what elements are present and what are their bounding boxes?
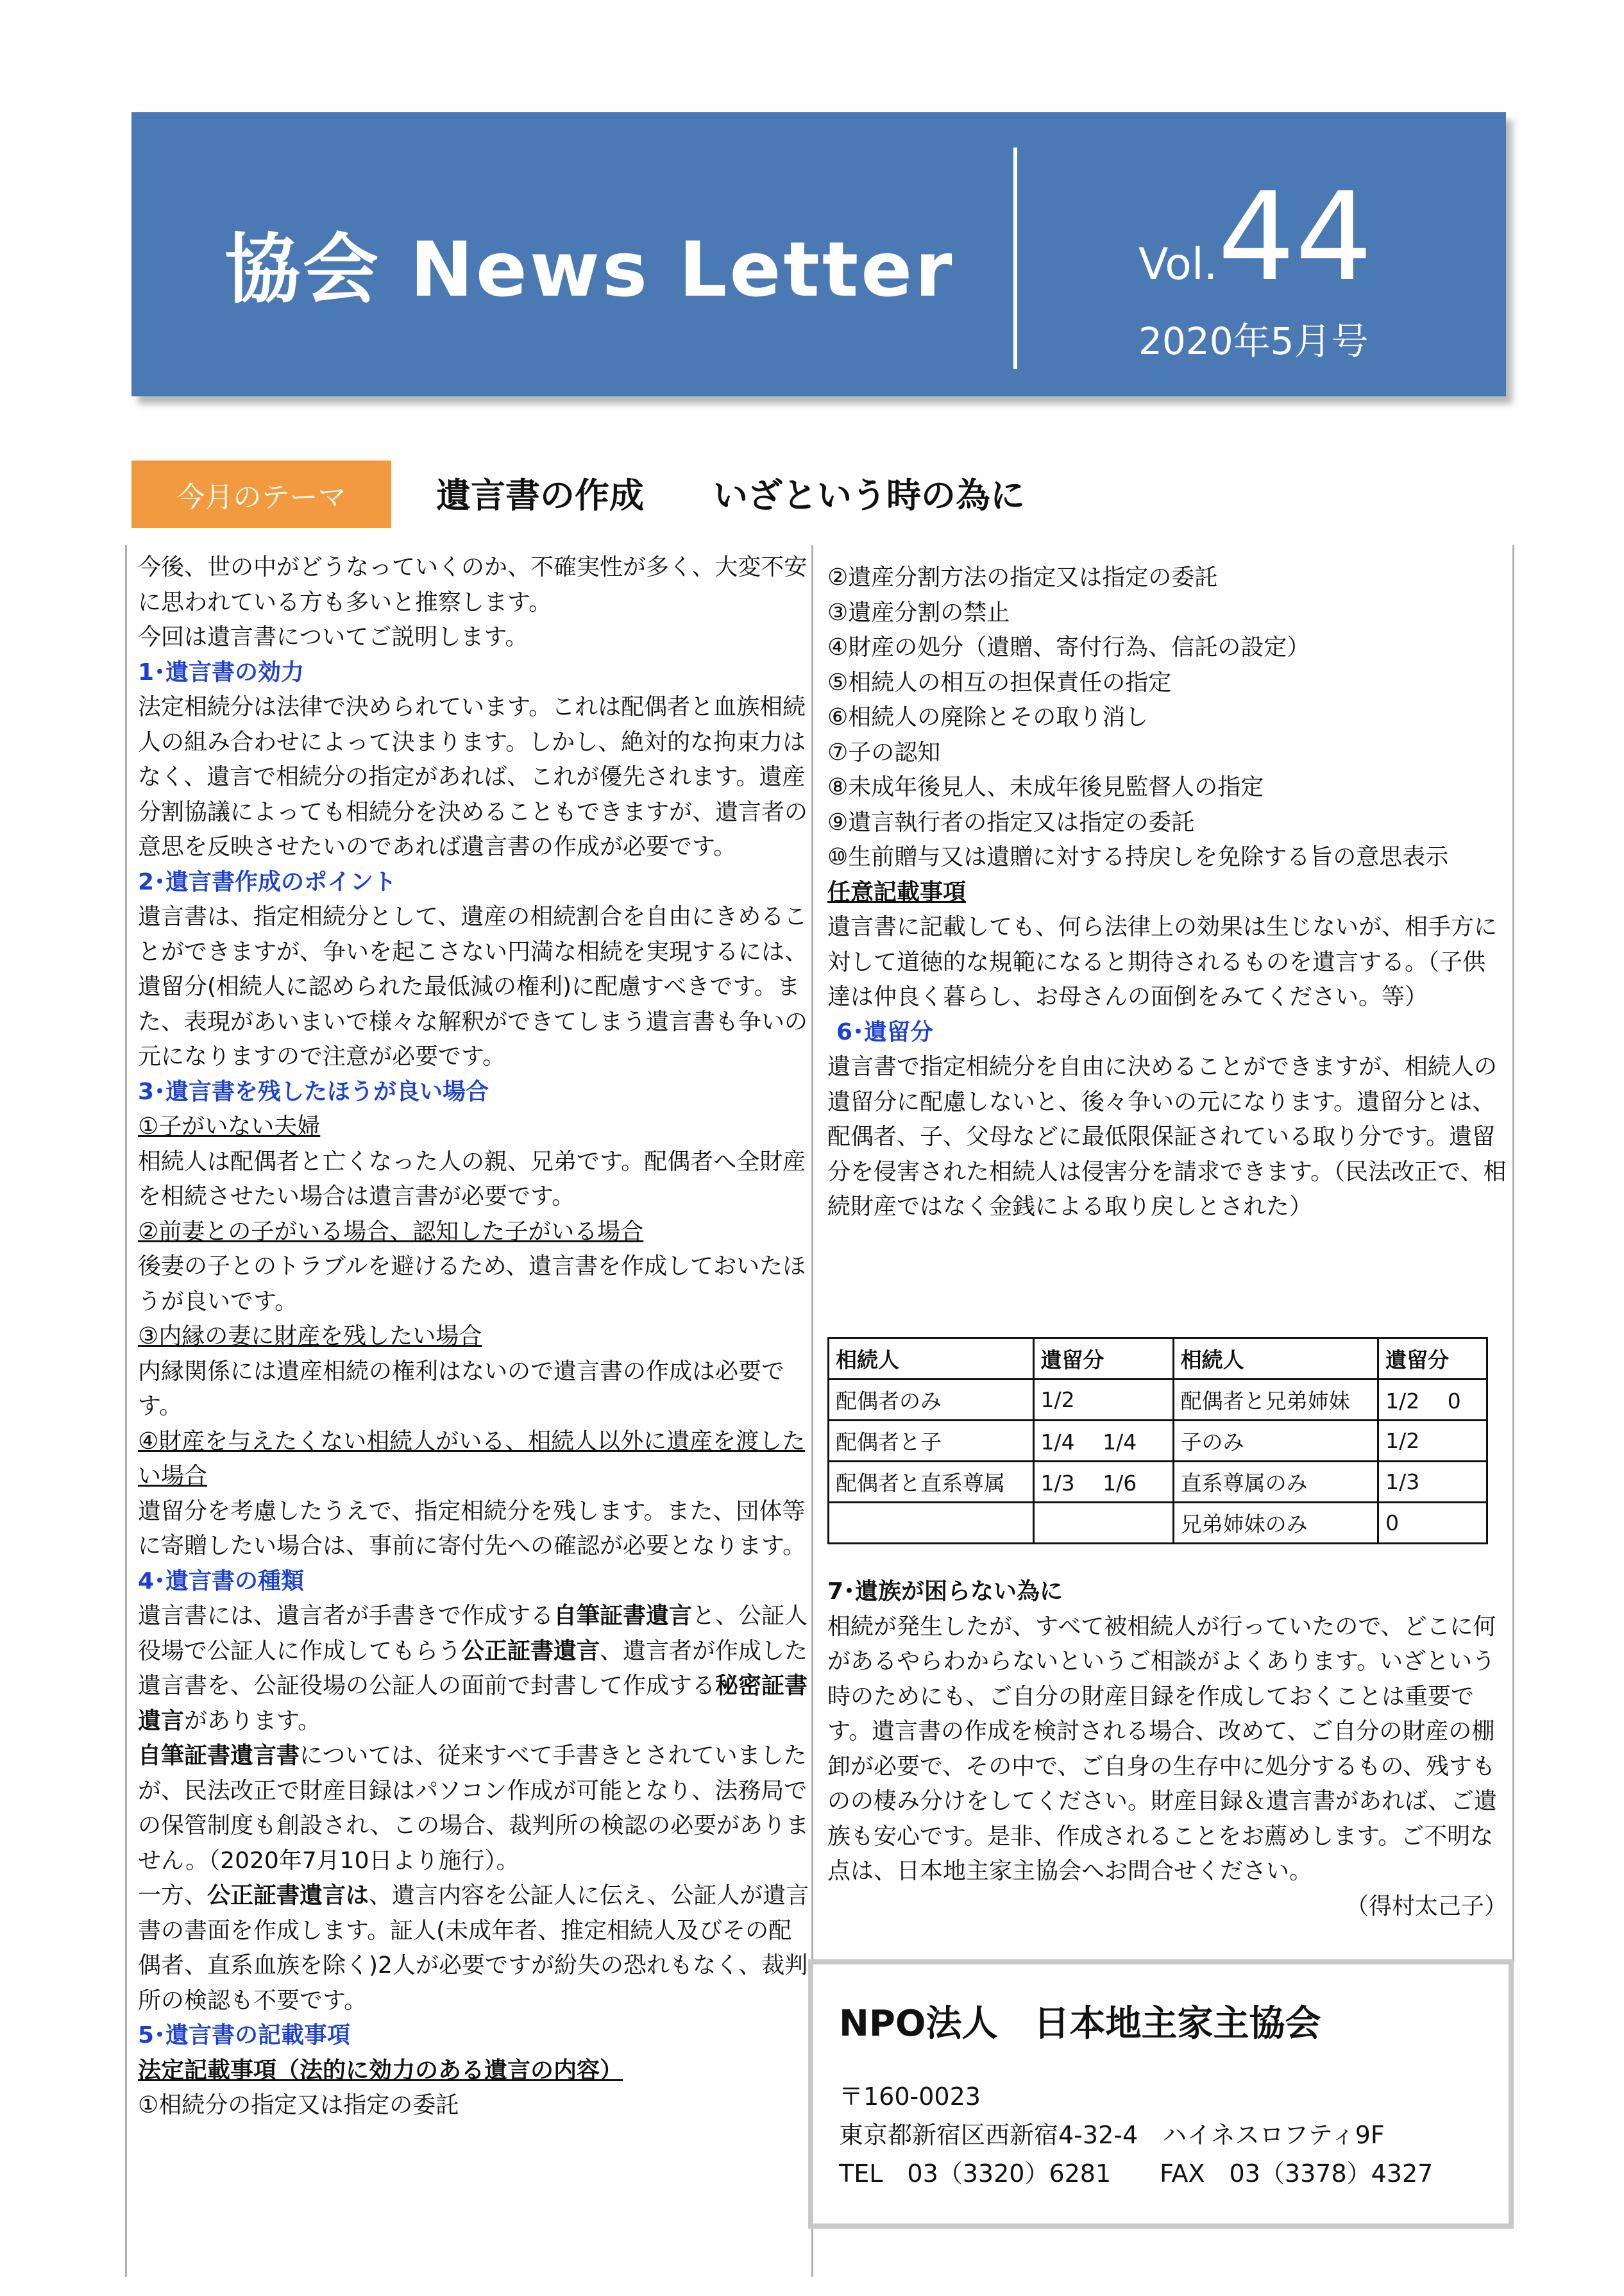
volume-value: 44 (1217, 166, 1373, 308)
case-title: ①子がいない夫婦 (138, 1113, 321, 1140)
list-item: ⑥相続人の廃除とその取り消し (827, 704, 1149, 730)
intro-paragraph: 今後、世の中がどうなっていくのか、不確実性が多く、大変不安に思われている方も多いと推察します。 (138, 554, 808, 616)
table-header-cell: 相続人 (1173, 1338, 1378, 1380)
table-cell: 配偶者と兄弟姉妹 (1173, 1380, 1378, 1421)
text-run: 遺言書には、遺言者が手書きで作成する (138, 1603, 554, 1629)
table-cell: 配偶者と子 (829, 1421, 1034, 1462)
table-row (829, 1503, 1487, 1544)
right-column-border-right (1512, 545, 1514, 1963)
case-body: 内縁関係には遺産相続の権利はないので遺言書の作成は必要です。 (138, 1358, 785, 1419)
section-heading: 6･遺留分 (836, 1018, 934, 1045)
section-body: 遺言書で指定相続分を自由に決めることができますが、相続人の遺留分に配慮しないと、後々争いの元になります。遺留分とは、配偶者、子、父母などに最低限保証されている取り分です。遺留分を侵害された相続人は侵害分を請求できます。（民法改正で、相続財産ではなく金銭による取り戻しとされた） (827, 1054, 1507, 1220)
table-cell: 兄弟姉妹のみ (1173, 1503, 1378, 1544)
left-column-border-left (125, 545, 127, 2277)
list-item: ⑦子の認知 (827, 739, 941, 766)
bold-term: 自筆証書遺言書 (138, 1743, 300, 1769)
table-cell: 配偶者と直系尊属 (829, 1462, 1034, 1503)
table-cell: 0 (1378, 1503, 1487, 1544)
table-cell: 1/2 (1378, 1421, 1487, 1462)
table-header-cell: 相続人 (829, 1338, 1034, 1380)
address: 東京都新宿区西新宿4-32-4 ハイネスロフティ9F (839, 2121, 1385, 2149)
case-title: ③内縁の妻に財産を残したい場合 (138, 1323, 482, 1349)
section-body (138, 1599, 811, 1739)
bold-term: 公正証書遺言は (207, 1882, 369, 1909)
section-body: 遺言書は、指定相続分として、遺産の相続割合を自由にきめることができますが、争いを起こさない円満な相続を実現するには、遺留分(相続人に認められた最低減の権利)に配慮すべきです。また、表現があいまいで様々な解釈ができてしまう遺言書も争いの元になりますので注意が必要です。 (138, 904, 808, 1070)
theme-badge: 今月のテーマ (131, 460, 391, 528)
table-header-cell: 遺留分 (1378, 1338, 1487, 1380)
list-item: ⑩生前贈与又は遺贈に対する持戻しを免除する旨の意思表示 (827, 844, 1449, 870)
table-row (829, 1421, 1487, 1462)
section-heading: 4･遺言書の種類 (138, 1567, 305, 1594)
case-body: 遺留分を考慮したうえで、指定相続分を残します。また、団体等に寄贈したい場合は、事前に寄付先への確認が必要となります。 (138, 1498, 806, 1559)
theme-title: 遺言書の作成 いざという時の為に (436, 475, 1025, 516)
table-cell: 1/3 (1378, 1462, 1487, 1503)
table-header-cell: 遺留分 (1033, 1338, 1173, 1380)
table-cell: 子のみ (1173, 1421, 1378, 1462)
table-cell: 1/2 0 (1378, 1380, 1487, 1421)
issue-date: 2020年5月号 (1138, 319, 1369, 363)
bold-term: 秘密証書遺言 (138, 1673, 808, 1734)
table-cell (1033, 1503, 1173, 1544)
case-title: ④財産を与えたくない相続人がいる、相続人以外に遺産を渡したい場合 (138, 1428, 806, 1489)
list-item: ⑨遺言執行者の指定又は指定の委託 (827, 809, 1195, 836)
section-body: 相続が発生したが、すべて被相続人が行っていたので、どこに何があるやらわからないというご相談がよくあります。いざという時のためにも、ご自分の財産目録を作成しておくことは重要です。遺言書の作成を検討される場合、改めて、ご自分の財産の棚卸が必要で、その中で、ご自身の生存中に処分するもの、残すものの棲み分けをしてください。財産目録＆遺言書があれば、ご遺族も安心です。是非、作成されることをお薦めします。ご不明な点は、日本地主家主協会へお問合せください。 (827, 1613, 1498, 1884)
section-heading: 3･遺言書を残したほうが良い場合 (138, 1078, 489, 1105)
author-signature: （得村太己子） (1345, 1893, 1507, 1920)
right-column (827, 561, 1507, 1225)
section-body (138, 1878, 811, 2018)
table-cell: 直系尊属のみ (1173, 1462, 1378, 1503)
section-body: 遺言書に記載しても、何ら法律上の効果は生じないが、相手方に対して道徳的な規範になると期待されるものを遺言する。（子供達は仲良く暮らし、お母さんの面倒をみてください。等） (827, 914, 1498, 1010)
table-cell: 配偶者のみ (829, 1380, 1034, 1421)
postal-code: 〒160-0023 (839, 2082, 981, 2111)
case-body: 後妻の子とのトラブルを避けるため、遺言書を作成しておいたほうが良いです。 (138, 1253, 806, 1315)
right-column-bottom (827, 1574, 1507, 1924)
text-run: 、遺言内容を公証人に伝え、公証人が遺言書の書面を作成します。証人(未成年者、推定相続人及びその配偶者、直系血族を除く)2人が必要ですが紛失の恐れもなく、裁判所の検認も不要です。 (138, 1882, 809, 2014)
section-body (138, 1739, 811, 1878)
volume-label: Vol. (1138, 239, 1218, 290)
section-body: 法定相続分は法律で決められています。これは配偶者と血族相続人の組み合わせによって決まります。しかし、絶対的な拘束力はなく、遺言で相続分の指定があれば、これが優先されます。遺産分割協議によっても相続分を決めることもできますが、遺言者の意思を反映させたいのであれば遺言書の作成が必要です。 (138, 694, 808, 860)
organization-info-box (808, 1959, 1514, 2229)
header-divider (1013, 148, 1017, 369)
subsection-heading: 法定記載事項（法的に効力のある遺言の内容） (138, 2057, 623, 2084)
list-item: ③遺産分割の禁止 (827, 599, 1010, 626)
bold-term: 公正証書遺言 (461, 1637, 600, 1664)
intro-paragraph: 今回は遺言書についてご説明します。 (138, 624, 529, 650)
left-column (138, 550, 811, 2123)
table-header-row (829, 1338, 1487, 1380)
text-run: については、従来すべて手書きとされていましたが、民法改正で財産目録はパソコン作成が可能となり、法務局での保管制度も創設され、この場合、裁判所の検認の必要がありません。（2020年7月10日より施行）。 (138, 1743, 809, 1874)
list-item: ①相続分の指定又は指定の委託 (138, 2092, 459, 2118)
subsection-heading: 任意記載事項 (827, 879, 967, 906)
text-run: があります。 (184, 1707, 321, 1734)
table-cell: 1/3 1/6 (1033, 1462, 1173, 1503)
list-item: ②遺産分割方法の指定又は指定の委託 (827, 564, 1218, 591)
case-title: ②前妻との子がいる場合、認知した子がいる場合 (138, 1218, 644, 1245)
contact-numbers: TEL 03（3320）6281 FAX 03（3378）4327 (839, 2159, 1434, 2188)
table-cell: 1/4 1/4 (1033, 1421, 1173, 1462)
volume-number (1138, 166, 1373, 308)
section-heading: 2･遺言書作成のポイント (138, 868, 397, 895)
list-item: ⑤相続人の相互の担保責任の指定 (827, 669, 1172, 696)
section-heading: 7･遺族が困らない為に (827, 1578, 1063, 1605)
table-cell: 1/2 (1033, 1380, 1173, 1421)
newsletter-header (131, 112, 1506, 396)
text-run: 一方、 (138, 1882, 208, 1909)
case-body: 相続人は配偶者と亡くなった人の親、兄弟です。配偶者へ全財産を相続させたい場合は遺言書が必要です。 (138, 1148, 806, 1210)
section-heading: 5･遺言書の記載事項 (138, 2022, 351, 2048)
text-run: と、公証人役場で公証人に作成してもらう (138, 1603, 808, 1664)
table-row (829, 1380, 1487, 1421)
organization-name: NPO法人 日本地主家主協会 (839, 2003, 1321, 2045)
table-cell (829, 1503, 1034, 1544)
list-item: ⑧未成年後見人、未成年後見監督人の指定 (827, 774, 1264, 800)
reserved-portion-table (827, 1337, 1488, 1544)
newsletter-title: 協会 News Letter (224, 225, 955, 314)
section-heading: 1･遺言書の効力 (138, 659, 305, 686)
text-run: 、遺言者が作成した遺言書を、公証役場の公証人の面前で封書して作成する (138, 1637, 808, 1699)
table-row (829, 1462, 1487, 1503)
bold-term: 自筆証書遺言 (554, 1603, 693, 1629)
list-item: ④財産の処分（遺贈、寄付行為、信託の設定） (827, 634, 1310, 661)
